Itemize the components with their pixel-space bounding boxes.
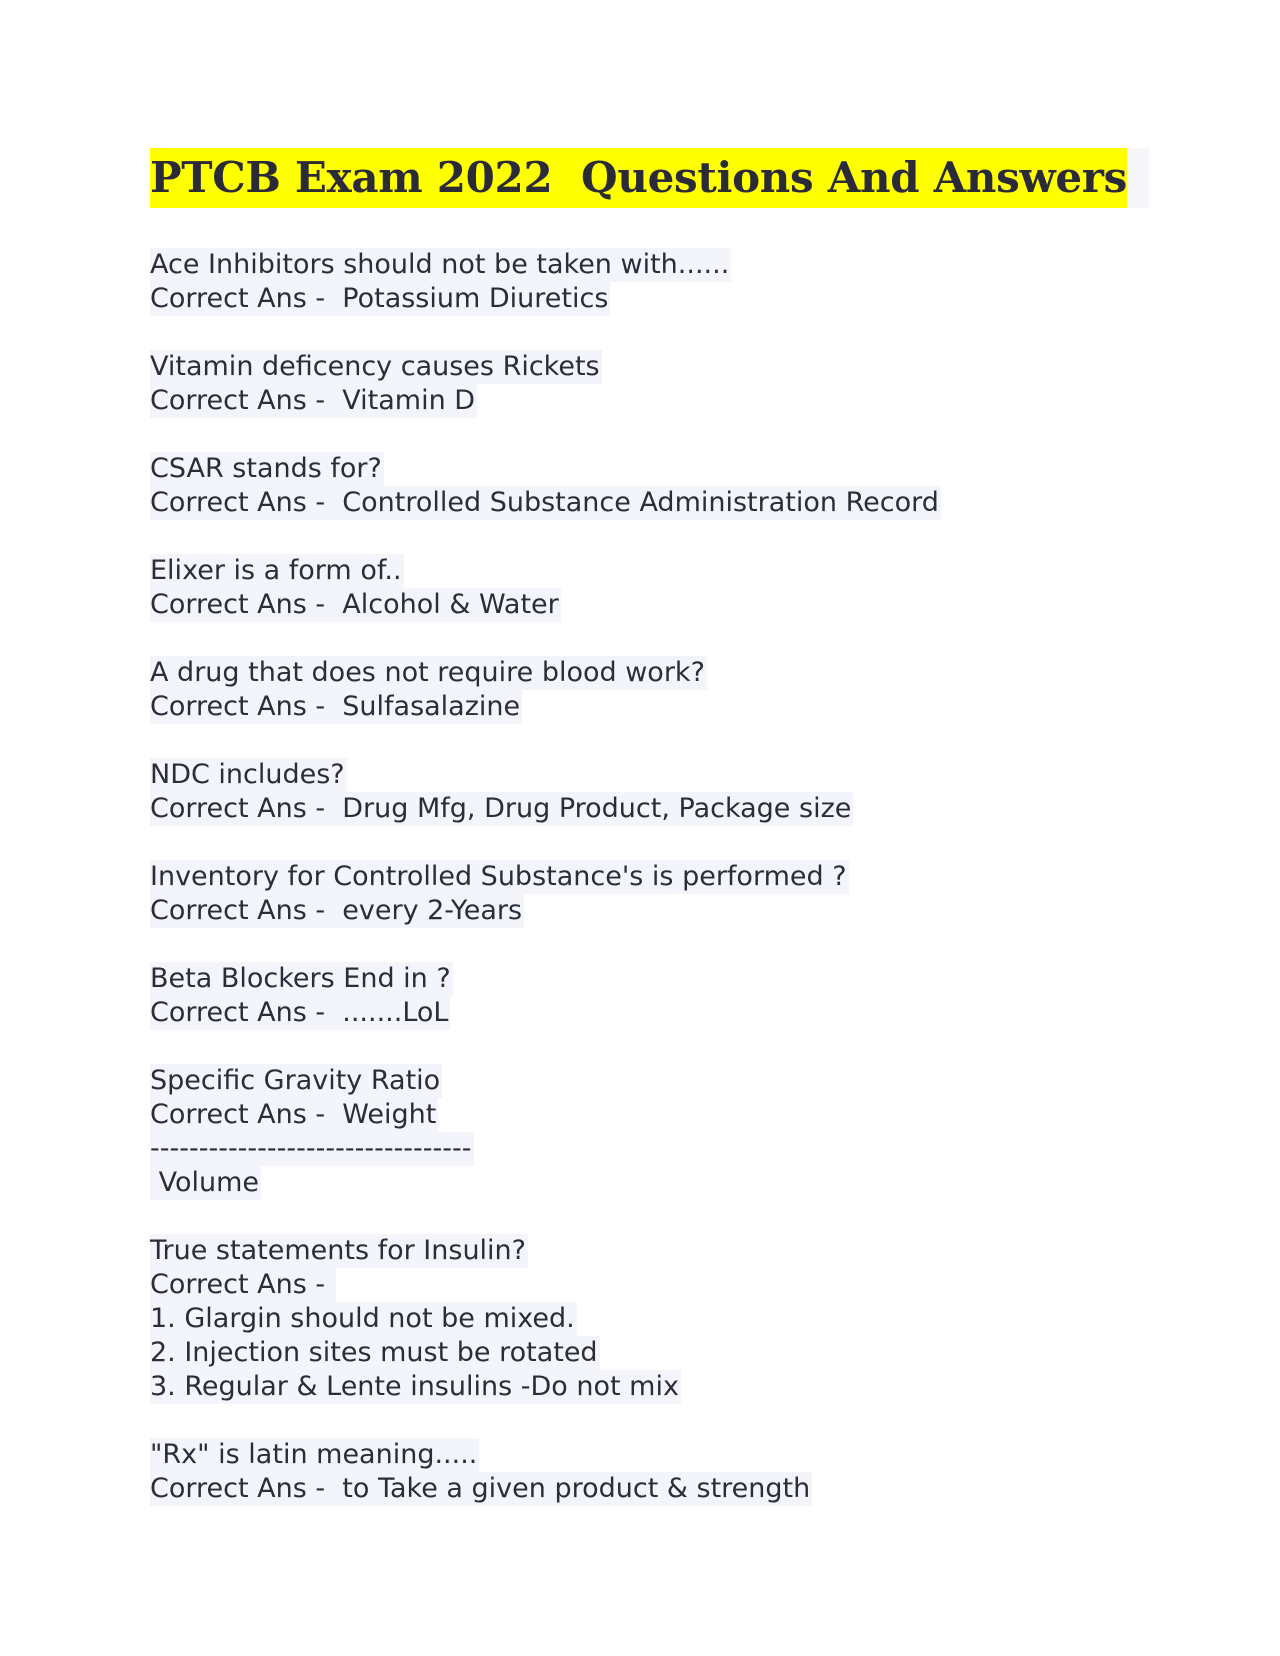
qa-item-ace-inhibitors xyxy=(150,248,1150,316)
qa-item-insulin xyxy=(150,1234,1150,1404)
qa-item-specific-gravity xyxy=(150,1064,1150,1200)
question-text: A drug that does not require blood work? xyxy=(150,657,705,688)
answer-text: Correct Ans - Potassium Diuretics xyxy=(150,283,609,314)
question-text: Elixer is a form of.. xyxy=(150,555,402,586)
answer-text: Correct Ans - Controlled Substance Administration Record xyxy=(150,487,939,518)
answer-text: Correct Ans - Vitamin D xyxy=(150,385,476,416)
answer-list-item: 1. Glargin should not be mixed. xyxy=(150,1303,575,1334)
qa-item-blood-work xyxy=(150,656,1150,724)
question-text: Beta Blockers End in ? xyxy=(150,963,451,994)
question-text: Inventory for Controlled Substance's is performed ? xyxy=(150,861,847,892)
question-text: Ace Inhibitors should not be taken with...... xyxy=(150,249,730,280)
answer-text: Correct Ans - every 2-Years xyxy=(150,895,523,926)
answer-text: Correct Ans - Drug Mfg, Drug Product, Package size xyxy=(150,793,852,824)
document-title: PTCB Exam 2022 Questions And Answers xyxy=(150,148,1127,208)
qa-item-csar xyxy=(150,452,1150,520)
qa-item-rx xyxy=(150,1438,1150,1506)
answer-text: Correct Ans - Sulfasalazine xyxy=(150,691,521,722)
fraction-divider: --------------------------------- xyxy=(150,1133,472,1164)
question-text: Specific Gravity Ratio xyxy=(150,1065,441,1096)
answer-text: Correct Ans - Alcohol & Water xyxy=(150,589,559,620)
question-text: "Rx" is latin meaning..... xyxy=(150,1439,478,1470)
question-text: True statements for Insulin? xyxy=(150,1235,526,1266)
fraction-denominator: Volume xyxy=(150,1167,260,1198)
document-page xyxy=(150,148,1150,1540)
question-text: Vitamin deficency causes Rickets xyxy=(150,351,600,382)
qa-item-rickets xyxy=(150,350,1150,418)
question-text: NDC includes? xyxy=(150,759,345,790)
title-highlight-box xyxy=(150,148,1149,208)
answer-list-item: 3. Regular & Lente insulins -Do not mix xyxy=(150,1371,679,1402)
question-text: CSAR stands for? xyxy=(150,453,382,484)
answer-list-item: 2. Injection sites must be rotated xyxy=(150,1337,598,1368)
qa-item-elixer xyxy=(150,554,1150,622)
answer-text: Correct Ans - xyxy=(150,1269,334,1300)
answer-text: Correct Ans - Weight xyxy=(150,1099,437,1130)
qa-item-ndc xyxy=(150,758,1150,826)
qa-item-beta-blockers xyxy=(150,962,1150,1030)
answer-text: Correct Ans - to Take a given product & strength xyxy=(150,1473,811,1504)
qa-item-inventory xyxy=(150,860,1150,928)
answer-text: Correct Ans - .......LoL xyxy=(150,997,449,1028)
